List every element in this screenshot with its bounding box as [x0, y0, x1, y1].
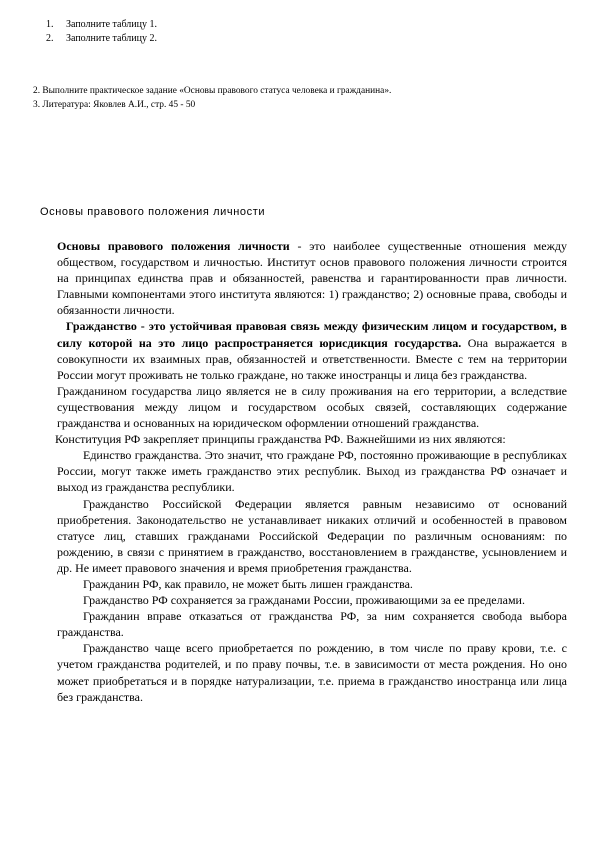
paragraph: Гражданин вправе отказаться от гражданства РФ, за ним сохраняется свобода выбора гражданства. [57, 609, 567, 640]
paragraph: Гражданство чаще всего приобретается по рождению, в том числе по праву крови, т.е. с учетом гражданства родителей, и по праву почвы, т.е. в зависимости от места рождения. Но оно может приобретаться и в порядке натурализации, т.е. приема в гражданство иностранца или лица без гражданства. [57, 641, 567, 704]
section-title: Основы правового положения личности [40, 206, 266, 218]
bold-term: Гражданство - это устойчивая правовая связь между физическим лицом и государством, в силу которой на это лицо распространяется юрисдикция государства. [57, 319, 567, 350]
paragraph-citizenship [57, 318, 567, 382]
practical-task-line: 2. Выполните практическое задание «Основы правового статуса человека и гражданина». [33, 86, 392, 96]
list-item [46, 32, 157, 46]
paragraph-text: - это наиболее существенные отношения между обществом, государством и личностью. Институт основ правового положения личности строится на принципах единства прав и обязанностей, равенства и гарантированности прав личности. Главными компонентами этого института являются: 1) гражданство; 2) основные права, свободы и обязанности личности. [57, 239, 567, 318]
list-item-number: 1. [46, 19, 54, 30]
paragraph: Единство гражданства. Это значит, что граждане РФ, постоянно проживающие в республиках России, могут также иметь гражданство этих республик. Выход из гражданства РФ означает и выход из гражданства республики. [57, 448, 567, 495]
paragraph: Гражданин РФ, как правило, не может быть лишен гражданства. [83, 576, 413, 591]
literature-line: 3. Литература: Яковлев А.И., стр. 45 - 50 [33, 100, 196, 110]
body-text [57, 238, 567, 705]
list-item-text: Заполните таблицу 2. [66, 33, 158, 44]
list-item-number: 2. [46, 33, 54, 44]
task-list [46, 18, 157, 46]
paragraph: Конституция РФ закрепляет принципы гражданства РФ. Важнейшими из них являются: [55, 432, 506, 447]
paragraph-definition [57, 238, 567, 318]
paragraph-text: Она выражается в совокупности их взаимных прав, обязанностей и ответственности. Вместе с тем на территории России могут проживать не только граждане, но также иностранцы и лица без гражданства. [57, 335, 567, 382]
paragraph: Гражданство Российской Федерации является равным независимо от оснований приобретения. Законодательство не устанавливает никаких отличий и особенностей в правовом статусе лиц, ставших гражданами Российской Федерации по различным основаниям: по рождению, в связи с принятием в гражданство, восстановлением в гражданстве, усыновлением и др. Не имеет правового значения и время приобретения гражданства. [57, 496, 567, 575]
paragraph: Гражданство РФ сохраняется за гражданами России, проживающими за ее пределами. [83, 593, 525, 608]
bold-term: Основы правового положения личности [57, 239, 290, 253]
assignment-block [33, 84, 391, 112]
list-item-text: Заполните таблицу 1. [66, 19, 158, 30]
paragraph: Гражданином государства лицо является не в силу проживания на его территории, а вследствие существования между лицом и государством особых связей, составляющих содержание гражданства и основанных на юридическом оформлении отношений гражданства. [57, 383, 567, 431]
list-item [46, 18, 157, 32]
